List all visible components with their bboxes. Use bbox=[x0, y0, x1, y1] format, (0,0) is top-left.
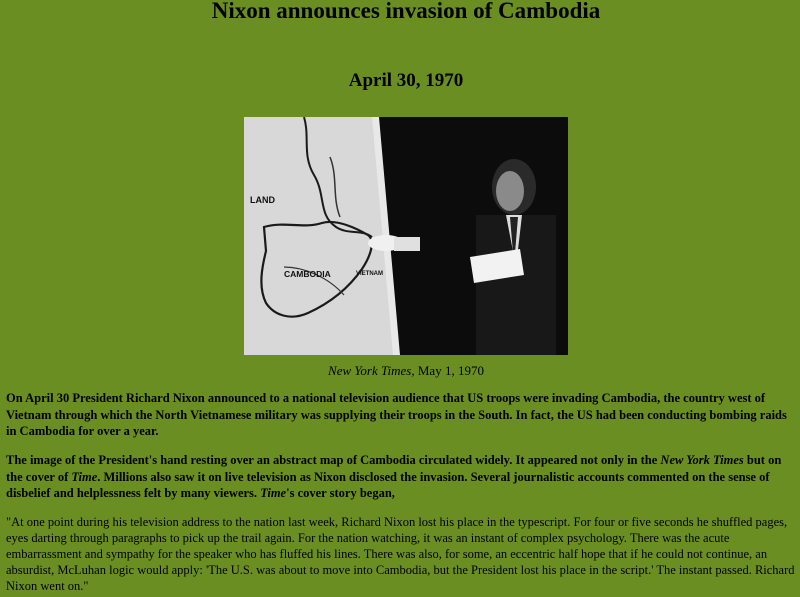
paragraph-intro: On April 30 President Richard Nixon announced to a national television audience that US troops were invading Cambodia, the country west of Vietnam through which the North Vietnamese military was supplying their troops in the South. In fact, the US had been conducting bombing raids in Cambodia for over a year. bbox=[6, 391, 787, 438]
paragraph-quote: "At one point during his television address to the nation last week, Richard Nixon lost his place in the typescript. For four or five seconds he shuffled pages, eyes darting through paragraphs to pick up the trail again. For the nation watching, it was an instant of complex psychology. There was the acute embarrassment and sympathy for the speaker who has fluffed his lines. There was also, for some, an eccentric half hope that if he could not continue, an absurdist, McLuhan logic would apply: 'The U.S. was about to move into Cambodia, but the President lost his place in the script.' The instant passed. Richard Nixon went on." bbox=[6, 515, 795, 593]
p2-text-b: but on the cover of bbox=[6, 453, 782, 484]
photo-caption bbox=[0, 363, 800, 379]
page-date: April 30, 1970 bbox=[348, 70, 464, 91]
nixon-map-photo bbox=[244, 117, 568, 355]
paragraph-image bbox=[6, 452, 800, 502]
p2-nyt: New York Times bbox=[660, 453, 744, 467]
caption-source: New York Times, bbox=[328, 363, 415, 378]
p2-text-c: . Millions also saw it on live television as Nixon disclosed the invasion. Several journalistic accounts commented on the sense of disbelief and helplessness felt by many viewers. bbox=[6, 469, 770, 500]
map-label-cambodia: CAMBODIA bbox=[284, 269, 331, 279]
page-title: Nixon announces invasion of Cambodia bbox=[211, 0, 601, 23]
news-photo bbox=[244, 117, 568, 355]
map-label-vietnam: VIETNAM bbox=[356, 271, 383, 277]
caption-date: May 1, 1970 bbox=[414, 363, 484, 378]
p2-text-d: 's cover story began, bbox=[286, 486, 395, 500]
p2-time: Time bbox=[71, 469, 98, 484]
p2-text-a: The image of the President's hand resting over an abstract map of Cambodia circulated widely. It appeared not only in the bbox=[6, 453, 661, 467]
map-label-land: LAND bbox=[250, 195, 275, 205]
p2-time-2: Time bbox=[260, 486, 287, 500]
